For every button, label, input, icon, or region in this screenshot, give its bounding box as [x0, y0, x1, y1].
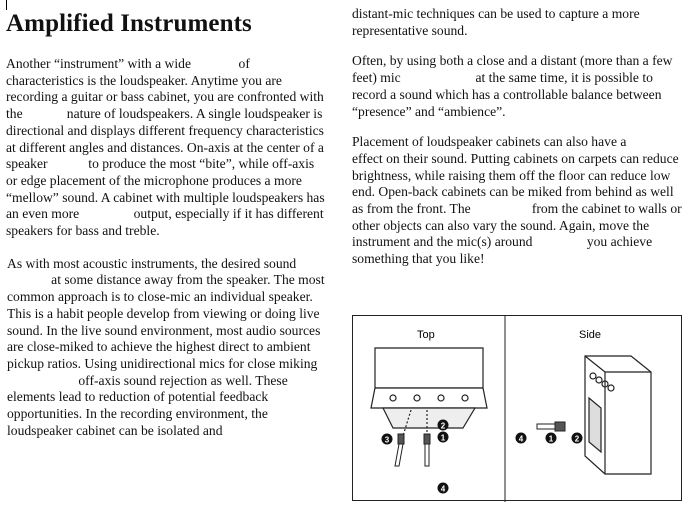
- top-marker-3: [382, 434, 393, 445]
- right-column: [352, 4, 684, 282]
- top-view-mic-angled: [395, 434, 404, 466]
- side-marker-1: [546, 433, 557, 444]
- svg-text:1: 1: [548, 434, 554, 444]
- svg-text:2: 2: [440, 421, 446, 431]
- side-view-mic: [537, 422, 565, 431]
- left-column: [6, 4, 328, 455]
- svg-text:2: 2: [574, 434, 580, 444]
- side-view-label: Side: [579, 329, 602, 341]
- top-marker-4: [438, 483, 449, 494]
- side-marker-4: [516, 433, 527, 444]
- paragraph: Placement of loudspeaker cabinets can also have a effect on their sound. Putting cabinets on carpets can reduce brightness, while raising them off the floor can reduce low end. Open-back cabinets can be miked from behind as well as from the front. The from the cabinet to walls or other objects can also vary the sound. Again, move the instrument and the mic(s) around you achieve something that you like!: [352, 134, 682, 267]
- top-view-cabinet: [371, 348, 487, 436]
- side-marker-2: [572, 433, 583, 444]
- top-marker-2: [438, 420, 449, 431]
- paragraph: As with most acoustic instruments, the desired sound at some distance away from the speaker. The most common approach is to close-mic an individual speaker. This is a habit people develop from viewing or doing live sound. In the live sound environment, most audio sources are close-miked to achieve the highest direct to ambient pickup ratios. Using unidirectional mics for close miking off-axis sound rejection as well. These elements lead to reduction of potential feedback opportunities. In the recording environment, the loudspeaker cabinet can be isolated and: [7, 255, 325, 438]
- svg-text:1: 1: [440, 433, 446, 443]
- top-marker-1: [438, 432, 449, 443]
- figure-drawing: [353, 316, 683, 502]
- paragraph: distant-mic techniques can be used to capture a more representative sound.: [352, 6, 640, 38]
- top-view-mic-close: [424, 434, 430, 466]
- top-view-label: Top: [417, 329, 435, 341]
- paragraph: Often, by using both a close and a distant (more than a few feet) mic at the same time, it is possible to record a sound which has a controllable balance between “presence” and “ambience”.: [352, 53, 673, 119]
- section-heading: Amplified Instruments: [6, 10, 252, 37]
- svg-text:4: 4: [518, 434, 524, 444]
- side-view-cabinet: [585, 356, 651, 474]
- paragraph: Another “instrument” with a wide of characteristics is the loudspeaker. Anytime you are recording a guitar or bass cabinet, you are confronted with the nature of loudspeakers. A single loudspeaker is directional and displays different frequency characteristics at different angles and distances. On-axis at the center of a speaker to produce the most “bite”, while off-axis or edge placement of the microphone produces a more “mellow” sound. A cabinet with multiple loudspeakers has an even more output, especially if it has different speakers for bass and treble.: [6, 56, 325, 239]
- svg-text:4: 4: [440, 484, 446, 494]
- svg-text:3: 3: [384, 435, 390, 445]
- mic-placement-figure: [352, 315, 682, 501]
